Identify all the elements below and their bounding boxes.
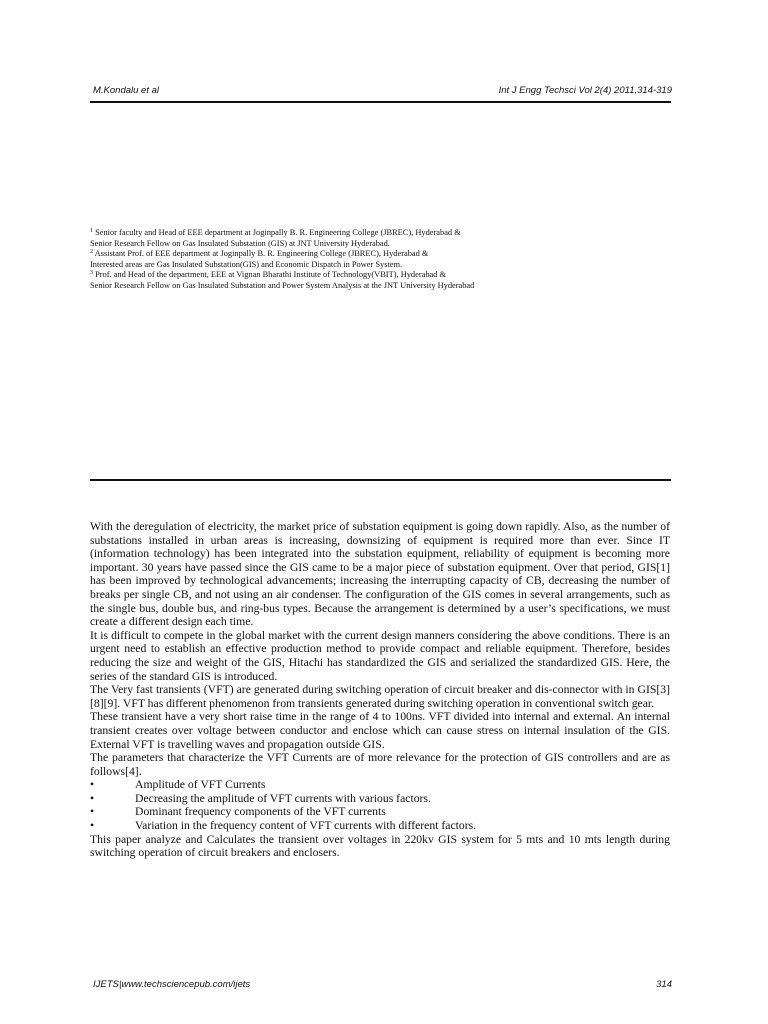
paragraph-vft-parameters: The parameters that characterize the VFT Currents are of more relevance for the protection of GIS controllers and are as follows[4]. bbox=[90, 751, 670, 778]
affiliation-text: Interested areas are Gas Insulated Substation(GIS) and Economic Dispatch in Power System. bbox=[90, 259, 403, 269]
section-rule bbox=[90, 479, 671, 481]
list-item bbox=[90, 792, 670, 806]
affiliation-text: Senior faculty and Head of EEE department at Joginpally B. R. Engineering College (JBREC), Hyderabad & bbox=[93, 228, 461, 237]
bullet-icon: • bbox=[90, 819, 95, 833]
affiliations-block bbox=[90, 228, 650, 292]
affiliation-line bbox=[90, 239, 650, 250]
page-number: 314 bbox=[656, 979, 672, 990]
list-item bbox=[90, 819, 670, 833]
affiliation-text: Senior Research Fellow on Gas Insulated Substation (GIS) at JNT University Hyderabad. bbox=[90, 238, 390, 248]
list-item-text: Dominant frequency components of the VFT currents bbox=[135, 805, 386, 819]
affiliation-mark: 1 bbox=[90, 228, 93, 234]
affiliation-mark: 2 bbox=[90, 249, 93, 256]
header-journal: Int J Engg Techsci Vol 2(4) 2011,314-319 bbox=[498, 85, 672, 96]
paragraph-vft-definition: The Very fast transients (VFT) are generated during switching operation of circuit breaker and dis-connector with in GIS[3][8][9]. VFT has different phenomenon from transients generated during switching operation in conventional switch gear. bbox=[90, 683, 670, 710]
affiliation-line bbox=[90, 270, 650, 281]
affiliation-line bbox=[90, 281, 650, 292]
paragraph-scope: This paper analyze and Calculates the transient over voltages in 220kv GIS system for 5 mts and 10 mts length during switching operation of circuit breakers and enclosers. bbox=[90, 832, 670, 860]
paragraph-intro: With the deregulation of electricity, the market price of substation equipment is going down rapidly. Also, as the number of substations installed in urban areas is increasing, downsizing of equipment is required more than ever. Since IT (information technology) has been integrated into the substation equipment, reliability of equipment is becoming more important. 30 years have passed since the GIS came to be a major piece of substation equipment. Over that period, GIS[1] has been improved by technological advancements; increasing the interrupting capacity of CB, decreasing the number of breaks per single CB, and not using an air condenser. The configuration of the GIS comes in several arrangements, such as the single bus, double bus, and ring-bus types. Because the arrangement is determined by a user’s specifications, we must create a different design each time. bbox=[90, 520, 670, 629]
affiliation-line bbox=[90, 249, 650, 260]
parameter-list bbox=[90, 778, 670, 832]
header-authors: M.Kondalu et al bbox=[93, 85, 160, 96]
affiliation-line bbox=[90, 260, 650, 271]
list-item-text: Decreasing the amplitude of VFT currents with various factors. bbox=[135, 791, 431, 805]
bullet-icon: • bbox=[90, 791, 95, 805]
bullet-icon: • bbox=[90, 778, 95, 792]
affiliation-text: Assistant Prof. of EEE department at Joginpally B. R. Engineering College (JBREC), Hyderabad & bbox=[93, 249, 429, 259]
list-item-text: Amplitude of VFT Currents bbox=[135, 778, 266, 792]
affiliation-mark: 3 bbox=[90, 270, 93, 277]
list-item-text: Variation in the frequency content of VFT currents with different factors. bbox=[135, 819, 477, 833]
list-item bbox=[90, 778, 670, 792]
affiliation-text: Senior Research Fellow on Gas Insulated Substation and Power System Analysis at the JNT University Hyderabad bbox=[90, 280, 475, 290]
footer-site: IJETS|www.techsciencepub.com/ijets bbox=[93, 979, 251, 990]
affiliation-line bbox=[90, 228, 650, 239]
list-item bbox=[90, 805, 670, 819]
paragraph-global-market: It is difficult to compete in the global market with the current design manners considering the above conditions. There is an urgent need to establish an effective production method to provide compact and reliable equipment. Therefore, besides reducing the size and weight of the GIS, Hitachi has standardized the GIS and serialized the standardized GIS. Here, the series of the standard GIS is introduced. bbox=[90, 628, 670, 683]
paragraph-vft-transients: These transient have a very short raise time in the range of 4 to 100ns. VFT divided into internal and external. An internal transient creates over voltage between conductor and enclose which can cause stress on internal insulation of the GIS. External VFT is travelling waves and propagation outside GIS. bbox=[90, 710, 670, 751]
bullet-icon: • bbox=[90, 805, 95, 819]
affiliation-text: Prof. and Head of the department, EEE at Vignan Bharathi Institute of Technology(VBIT), Hyderabad & bbox=[93, 270, 447, 280]
body-text bbox=[90, 520, 670, 860]
header-rule bbox=[90, 101, 671, 103]
